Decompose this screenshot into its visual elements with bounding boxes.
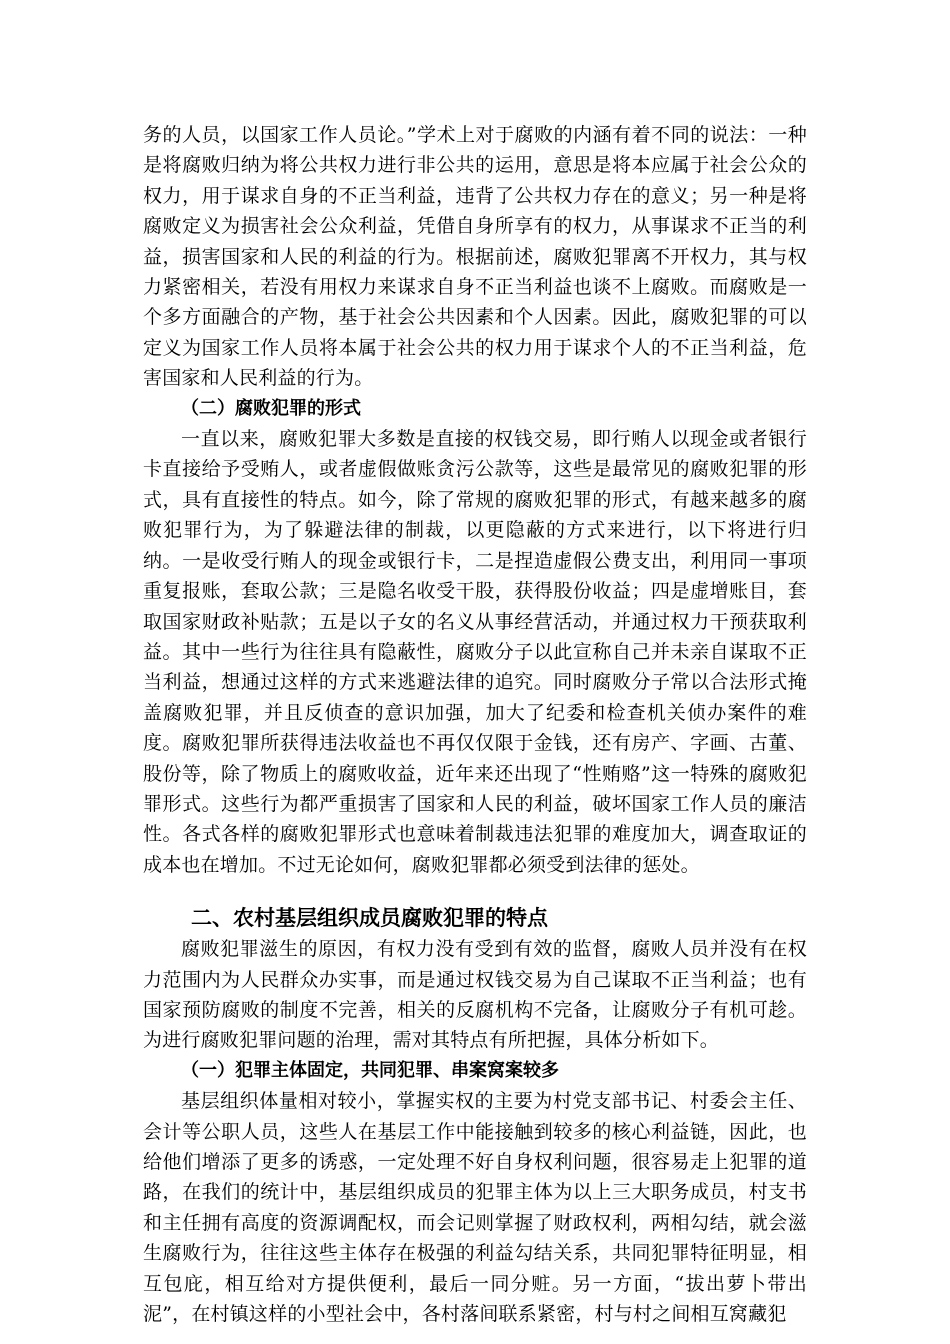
paragraph-crime-subject: 基层组织体量相对较小，掌握实权的主要为村党支部书记、村委会主任、会计等公职人员，这些人在基层工作中能接触到较多的核心利益链，因此，也给他们增添了更多的诱惑，一定处理不好自身权利问题，很容易走上犯罪的道路，在我们的统计中，基层组织成员的犯罪主体为以上三大职务成员，村支书和主任拥有高度的资源调配权，而会记则掌握了财政权利，两相勾结，就会滋生腐败行为，往往这些主体存在极强的利益勾结关系，共同犯罪特征明显，相互包庇，相互给对方提供便利，最后一同分赃。另一方面，“拔出萝卜带出泥”，在村镇这样的小型社会中，各村落间联系紧密，村与村之间相互窝藏犯	[143, 1090, 807, 1326]
paragraph-corruption-forms: 一直以来，腐败犯罪大多数是直接的权钱交易，即行贿人以现金或者银行卡直接给予受贿人，或者虚假做账贪污公款等，这些是最常见的腐败犯罪的形式，具有直接性的特点。如今，除了常规的腐败犯罪的形式，有越来越多的腐败犯罪行为，为了躲避法律的制裁，以更隐蔽的方式来进行，以下将进行归纳。一是收受行贿人的现金或银行卡，二是捏造虚假公费支出，利用同一事项重复报账，套取公款；三是隐名收受干股，获得股份收益；四是虚增账目，套取国家财政补贴款；五是以子女的名义从事经营活动，并通过权力干预获取利益。其中一些行为往往具有隐蔽性，腐败分子以此宣称自己并未亲自谋取不正当利益，想通过这样的方式来逃避法律的追究。同时腐败分子常以合法形式掩盖腐败犯罪，并且反侦查的意识加强，加大了纪委和检查机关侦办案件的难度。腐败犯罪所获得违法收益也不再仅仅限于金钱，还有房产、字画、古董、股份等，除了物质上的腐败收益，近年来还出现了“性贿赂”这一特殊的腐败犯罪形式。这些行为都严重损害了国家和人民的利益，破坏国家工作人员的廉洁性。各式各样的腐败犯罪形式也意味着制裁违法犯罪的难度加大，调查取证的成本也在增加。不过无论如何，腐败犯罪都必须受到法律的惩处。	[143, 428, 807, 876]
subheading-corruption-forms: （二）腐败犯罪的形式	[181, 397, 361, 419]
section-heading-rural-features: 二、农村基层组织成员腐败犯罪的特点	[191, 906, 548, 931]
document-page	[143, 120, 807, 1329]
subheading-crime-subject: （一）犯罪主体固定，共同犯罪、串案窝案较多	[181, 1059, 559, 1081]
paragraph-corruption-definition: 务的人员，以国家工作人员论。”学术上对于腐败的内涵有着不同的说法：一种是将腐败归纳为将公共权力进行非公共的运用，意思是将本应属于社会公众的权力，用于谋求自身的不正当利益，违背了公共权力存在的意义；另一种是将腐败定义为损害社会公众利益，凭借自身所享有的权力，从事谋求不正当的利益，损害国家和人民的利益的行为。根据前述，腐败犯罪离不开权力，其与权力紧密相关，若没有用权力来谋求自身不正当利益也谈不上腐败。而腐败是一个多方面融合的产物，基于社会公共因素和个人因素。因此，腐败犯罪的可以定义为国家工作人员将本属于社会公共的权力用于谋求个人的不正当利益，危害国家和人民利益的行为。	[143, 124, 807, 390]
paragraph-features-intro: 腐败犯罪滋生的原因，有权力没有受到有效的监督，腐败人员并没有在权力范围内为人民群众办实事，而是通过权钱交易为自己谋取不正当利益；也有国家预防腐败的制度不完善，相关的反腐机构不完备，让腐败分子有机可趁。为进行腐败犯罪问题的治理，需对其特点有所把握，具体分析如下。	[143, 938, 807, 1052]
